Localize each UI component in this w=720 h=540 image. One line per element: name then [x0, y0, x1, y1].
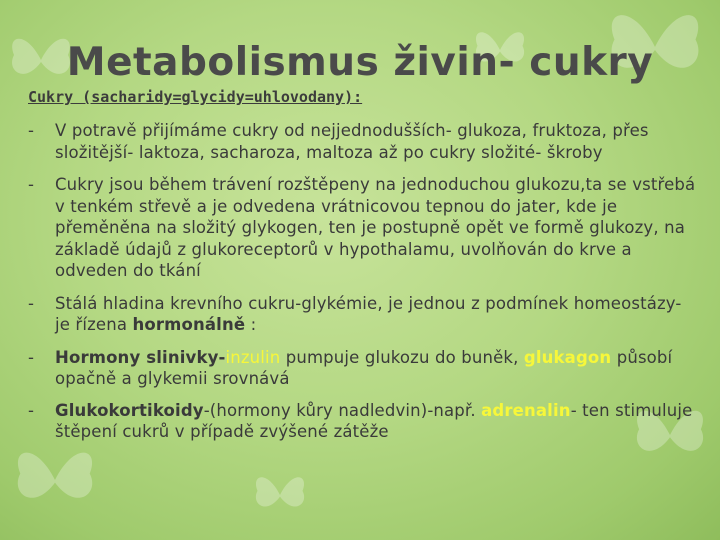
- list-item: [28, 400, 698, 443]
- bullet-text: -(hormony kůry nadledvin)-např.: [203, 400, 482, 420]
- bold-term: Glukokortikoidy: [55, 400, 204, 420]
- bullet-marker: -: [28, 293, 35, 313]
- bullet-marker: -: [28, 121, 35, 140]
- list-item: [28, 174, 698, 282]
- highlight-term: inzulin: [225, 347, 281, 367]
- bullet-text: pumpuje glukozu do buněk,: [280, 347, 524, 367]
- bold-term: Hormony slinivky-: [55, 347, 226, 367]
- bullet-text: Cukry jsou během trávení rozštěpeny na jednoduchou glukozu,ta se vstřebá v tenkém střevě a je odvedena vrátnicovou tepnou do jater, kde je přeměněna na složitý glykogen, ten je postupně opět ve formě glukozy, na základě údajů z glukoreceptorů v hypothalamu, uvolňován do krve a odveden do tkání: [55, 175, 696, 280]
- list-item: [28, 347, 698, 390]
- bullet-marker: -: [28, 347, 35, 367]
- bullet-text: Stálá hladina krevního cukru-glykémie, je jednou z podmínek homeostázy- je řízena: [55, 293, 682, 334]
- slide-title: Metabolismus živin- cukry: [66, 40, 654, 85]
- butterfly-icon: [250, 470, 310, 520]
- highlight-term: adrenalin: [481, 400, 571, 420]
- bullet-text: působí opačně a glykemii srovnává: [55, 347, 673, 388]
- bullet-text: - ten stimuluje štěpení cukrů v případě zvýšené zátěže: [55, 400, 693, 441]
- highlight-term: glukagon: [523, 347, 612, 367]
- butterfly-icon: [10, 440, 100, 520]
- list-item: [28, 120, 698, 163]
- bold-term: hormonálně: [132, 315, 246, 334]
- bullet-marker: -: [28, 175, 35, 194]
- bullet-marker: -: [28, 400, 35, 420]
- bullet-text: :: [245, 315, 257, 334]
- list-item: [28, 293, 698, 336]
- bullet-text: V potravě přijímáme cukry od nejjednodušších- glukoza, fruktoza, přes složitější- laktoza, sacharoza, maltoza až po cukry složité- škroby: [55, 121, 649, 162]
- subtitle: Cukry (sacharidy=glycidy=uhlovodany):: [28, 88, 363, 106]
- bullet-list: [28, 120, 698, 443]
